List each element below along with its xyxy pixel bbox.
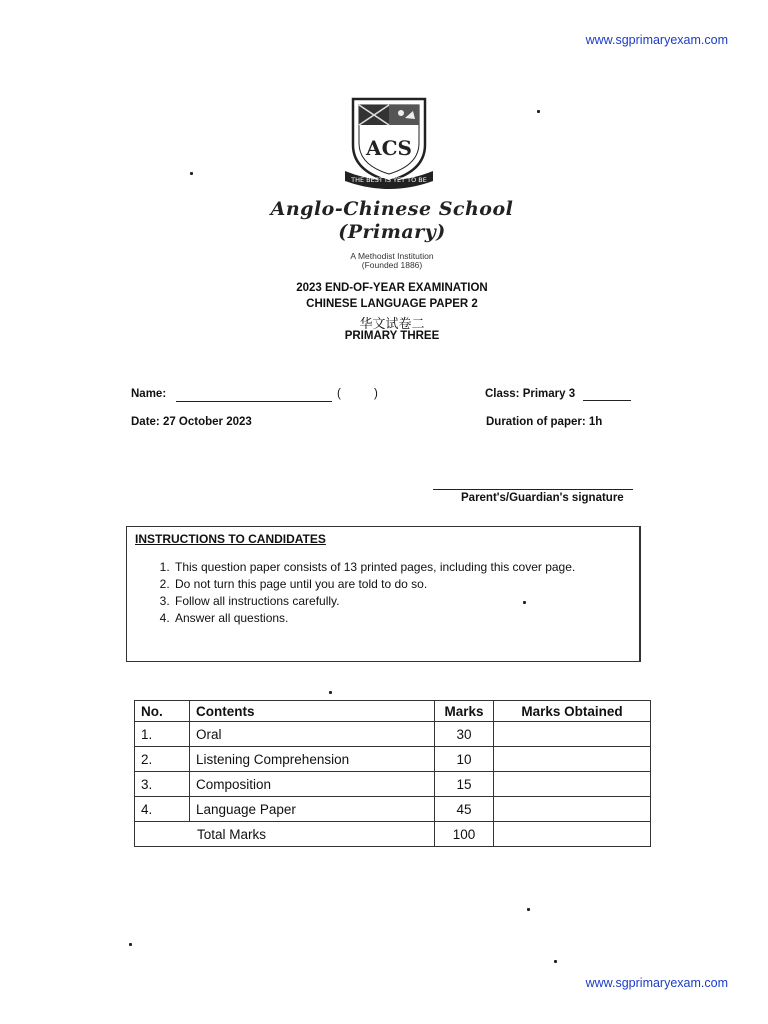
- total-obtained[interactable]: [494, 822, 651, 847]
- scan-speck: [129, 943, 132, 946]
- scan-speck: [554, 960, 557, 963]
- row-obtained[interactable]: [494, 722, 651, 747]
- scan-speck: [537, 110, 540, 113]
- crest-motto: THE BEST IS YET TO BE: [351, 176, 427, 184]
- header-marks-obtained: Marks Obtained: [494, 701, 651, 722]
- website-link-bottom[interactable]: www.sgprimaryexam.com: [585, 976, 728, 990]
- header-marks: Marks: [435, 701, 494, 722]
- instructions-list: [155, 559, 575, 627]
- exam-date: Date: 27 October 2023: [131, 416, 252, 428]
- school-name-line1: Anglo-Chinese School: [270, 198, 514, 220]
- row-obtained[interactable]: [494, 797, 651, 822]
- marks-table: [134, 700, 651, 847]
- row-marks: 10: [435, 747, 494, 772]
- register-number-open: (: [337, 388, 341, 400]
- exam-title: 2023 END-OF-YEAR EXAMINATION: [296, 282, 488, 294]
- total-label: Total Marks: [135, 822, 435, 847]
- name-label: Name:: [131, 388, 167, 400]
- row-contents: Composition: [190, 772, 435, 797]
- total-marks: 100: [435, 822, 494, 847]
- row-no: 2.: [135, 747, 190, 772]
- row-obtained[interactable]: [494, 747, 651, 772]
- instructions-heading: INSTRUCTIONS TO CANDIDATES: [135, 532, 326, 546]
- paper-title-chinese: 华文试卷二: [359, 317, 425, 332]
- instructions-box: [126, 526, 641, 662]
- crest-monogram: ACS: [366, 136, 412, 160]
- signature-field[interactable]: [433, 489, 633, 490]
- table-row: [135, 772, 651, 797]
- row-contents: Language Paper: [190, 797, 435, 822]
- row-obtained[interactable]: [494, 772, 651, 797]
- exam-level: PRIMARY THREE: [344, 330, 440, 342]
- scan-speck: [523, 601, 526, 604]
- school-founded: (Founded 1886): [361, 260, 423, 270]
- paper-duration: Duration of paper: 1h: [486, 416, 603, 428]
- instruction-item: 4. Answer all questions.: [173, 610, 575, 627]
- scan-speck: [190, 172, 193, 175]
- table-header-row: [135, 701, 651, 722]
- instruction-item: 1. This question paper consists of 13 printed pages, including this cover page.: [173, 559, 575, 576]
- row-marks: 30: [435, 722, 494, 747]
- header-contents: Contents: [190, 701, 435, 722]
- class-label: Class: Primary 3: [485, 388, 576, 400]
- school-institution: A Methodist Institution: [350, 251, 434, 261]
- signature-label: Parent's/Guardian's signature: [461, 492, 624, 504]
- row-contents: Oral: [190, 722, 435, 747]
- row-no: 3.: [135, 772, 190, 797]
- row-marks: 45: [435, 797, 494, 822]
- row-marks: 15: [435, 772, 494, 797]
- header-no: No.: [135, 701, 190, 722]
- website-link-top[interactable]: www.sgprimaryexam.com: [585, 33, 728, 47]
- register-number-close: ): [374, 388, 378, 400]
- instruction-item: 2. Do not turn this page until you are told to do so.: [173, 576, 575, 593]
- scan-speck: [527, 908, 530, 911]
- school-crest: [339, 93, 439, 193]
- table-row: [135, 722, 651, 747]
- instruction-item: 3. Follow all instructions carefully.: [173, 593, 575, 610]
- row-no: 1.: [135, 722, 190, 747]
- row-contents: Listening Comprehension: [190, 747, 435, 772]
- total-row: [135, 822, 651, 847]
- school-name-line2: (Primary): [338, 221, 446, 243]
- name-field[interactable]: [176, 401, 332, 402]
- table-row: [135, 797, 651, 822]
- scan-speck: [329, 691, 332, 694]
- paper-title: CHINESE LANGUAGE PAPER 2: [306, 298, 478, 310]
- table-row: [135, 747, 651, 772]
- row-no: 4.: [135, 797, 190, 822]
- class-field[interactable]: [583, 400, 631, 401]
